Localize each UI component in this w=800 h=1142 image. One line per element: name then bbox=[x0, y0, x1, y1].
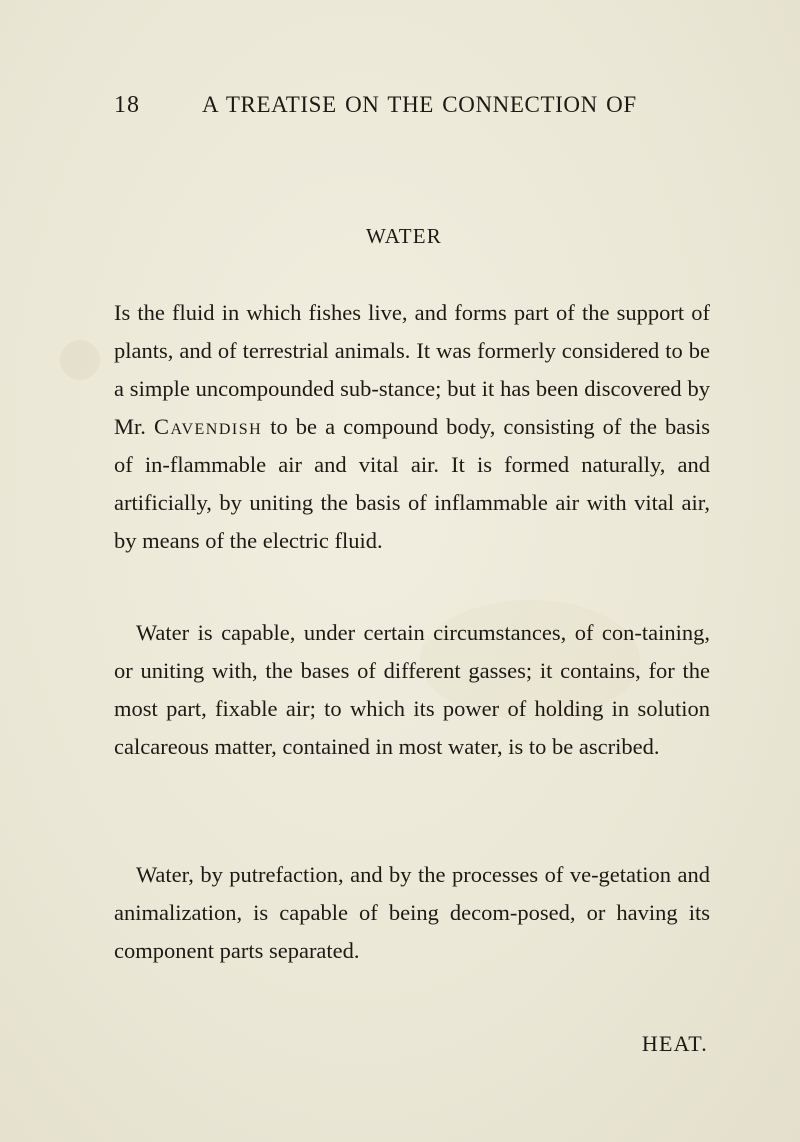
page-number: 18 bbox=[114, 92, 140, 118]
paragraph-water-decomposition bbox=[114, 856, 710, 970]
page-header bbox=[0, 92, 800, 126]
paragraph-text: Is the fluid in which fishes live, and forms part of the support of plants, and of terrestrial animals. It was formerly considered to be a simple uncompounded sub-stance; but it has been discovered by Mr. bbox=[114, 300, 710, 439]
paragraph-water-definition bbox=[114, 294, 710, 560]
running-head: A TREATISE ON THE CONNECTION OF bbox=[202, 92, 637, 117]
paper-stain bbox=[60, 340, 100, 380]
paragraph-text: Water is capable, under certain circumstances, of con-taining, or uniting with, the bases of different gasses; it contains, for the most part, fixable air; to which its power of holding in solution calcareous matter, contained in most water, is to be ascribed. bbox=[114, 620, 710, 759]
catchword: HEAT. bbox=[641, 1031, 708, 1056]
paragraph-text: Water, by putrefaction, and by the processes of ve-getation and animalization, is capable of being decom-posed, or having its component parts separated. bbox=[114, 862, 710, 963]
paragraph-water-capacity bbox=[114, 614, 710, 766]
section-title: WATER bbox=[366, 224, 442, 248]
author-name: Cavendish bbox=[153, 414, 263, 439]
paragraph-text: to be a compound body, consisting of the basis of in-flammable air and vital air. It is formed naturally, and artificially, by uniting the basis of inflammable air with vital air, by means of the electric fluid. bbox=[114, 414, 711, 553]
